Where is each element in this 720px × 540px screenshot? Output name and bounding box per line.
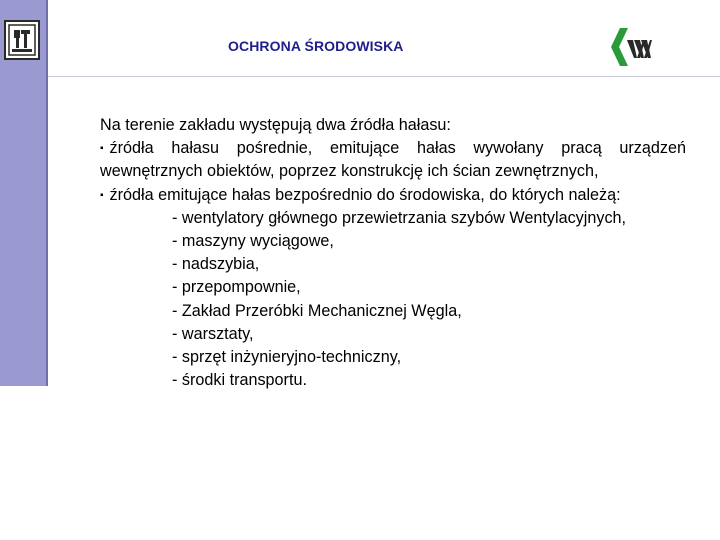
bullet-icon: ▪ <box>100 143 104 155</box>
list-item: - nadszybia, <box>172 255 260 274</box>
bullet-item <box>100 137 686 160</box>
company-logo <box>608 26 658 68</box>
slide-body <box>100 114 686 392</box>
slide-title: OCHRONA ŚRODOWISKA <box>228 38 404 54</box>
bullet-text: źródła emitujące hałas bezpośrednio do środowiska, do których należą: <box>109 185 621 204</box>
list-item: - środki transportu. <box>172 371 307 390</box>
bullet-item <box>100 184 686 207</box>
list-item: - maszyny wyciągowe, <box>172 232 334 251</box>
sidebar-edge <box>46 0 48 386</box>
header-divider <box>48 76 720 77</box>
list-item: - wentylatory głównego przewietrzania szybów Wentylacyjnych, <box>172 208 627 227</box>
bullet-text: źródła hałasu pośrednie, emitujące hałas wywołany pracą urządzeń <box>109 139 686 158</box>
list-item: - Zakład Przeróbki Mechanicznej Węgla, <box>172 301 462 320</box>
mining-hammers-icon <box>4 20 40 60</box>
list-item: - warsztaty, <box>172 324 254 343</box>
bullet-continuation: wewnętrznych obiektów, poprzez konstrukcję ich ścian zewnętrznych, <box>100 162 599 181</box>
list-item: - sprzęt inżynieryjno-techniczny, <box>172 348 402 367</box>
list-item: - przepompownie, <box>172 278 301 297</box>
intro-text: Na terenie zakładu występują dwa źródła hałasu: <box>100 116 451 134</box>
bullet-icon: ▪ <box>100 189 104 201</box>
